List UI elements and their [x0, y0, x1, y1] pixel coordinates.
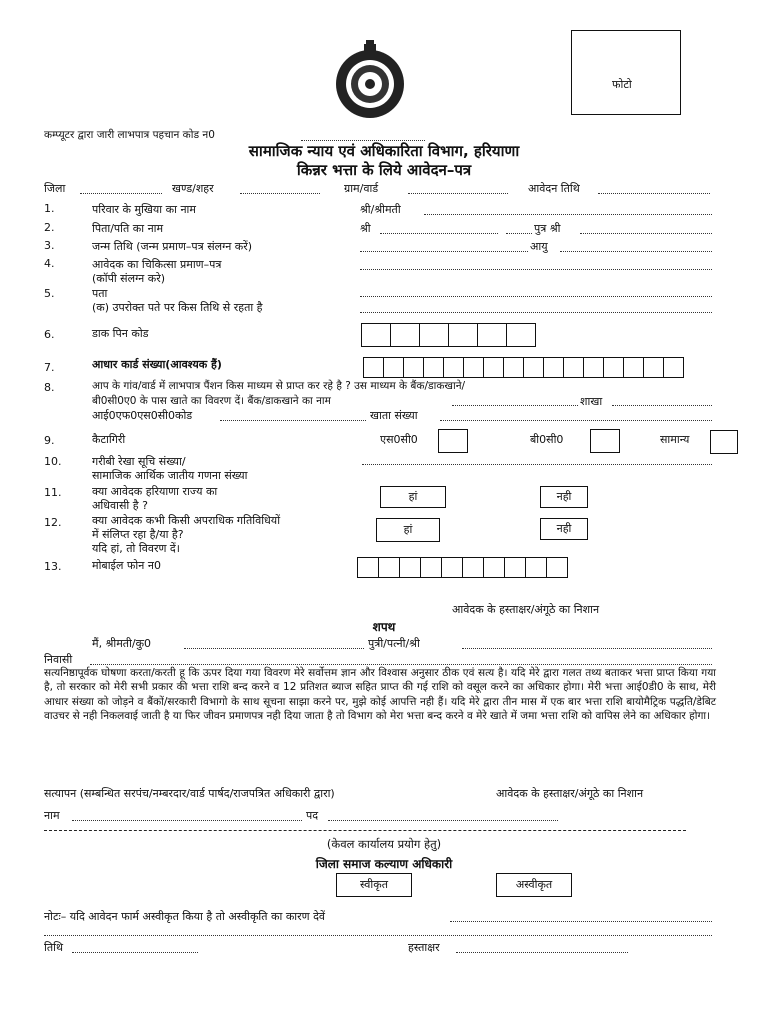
field-2-son-line[interactable]: [580, 233, 712, 234]
category-sc-label: एस0सी0: [380, 433, 418, 446]
field-1-prefix: श्री/श्रीमती: [360, 203, 401, 216]
category-bc-checkbox[interactable]: [590, 429, 620, 453]
field-6-label: डाक पिन कोड: [92, 327, 149, 340]
field-5-sub: (क) उपरोक्त पते पर किस तिथि से रहता है: [92, 301, 263, 314]
field-2-number: 2.: [44, 221, 55, 234]
attestation-post-line[interactable]: [328, 820, 558, 821]
district-line[interactable]: [80, 193, 162, 194]
note-line[interactable]: [450, 921, 712, 922]
field-10-number: 10.: [44, 455, 62, 468]
field-10-label: गरीबी रेखा सूचि संख्या/: [92, 455, 186, 468]
field-4-sub: (कॉपी संलग्न करे): [92, 272, 166, 285]
field-2-line-b[interactable]: [506, 233, 532, 234]
field-5-number: 5.: [44, 287, 55, 300]
office-use-label: (केवल कार्यालय प्रयोग हेतु): [326, 837, 442, 851]
district-label: जिला: [44, 182, 66, 195]
field-11-number: 11.: [44, 486, 62, 499]
bpl-line[interactable]: [362, 464, 712, 465]
category-sc-checkbox[interactable]: [438, 429, 468, 453]
field-10-sub: सामाजिक आर्थिक जातीय गणना संख्या: [92, 469, 248, 482]
approved-label: स्वीकृत: [360, 878, 388, 891]
field-2-line[interactable]: [380, 233, 498, 234]
village-line[interactable]: [408, 193, 508, 194]
field-2-prefix: श्री: [360, 222, 371, 235]
field-8-number: 8.: [44, 381, 55, 394]
ifsc-line[interactable]: [220, 420, 366, 421]
application-date-line[interactable]: [598, 193, 710, 194]
criminal-yes-label: हां: [403, 523, 413, 536]
field-13-number: 13.: [44, 560, 62, 573]
domicile-no-label: नही: [556, 490, 572, 503]
category-bc-label: बी0सी0: [530, 433, 564, 446]
field-8-line1: आप के गांव/वार्ड में लाभपात्र पैंशन किस माध्यम से प्राप्त कर रहे है ? उस माध्यम के बैंक/डाकखाने/: [92, 380, 466, 392]
field-4-label: आवेदक का चिकित्सा प्रमाण–पत्र: [92, 258, 222, 271]
field-1-label: परिवार के मुखिया का नाम: [92, 203, 196, 216]
field-1-line[interactable]: [424, 214, 712, 215]
field-8-account: खाता संख्या: [370, 409, 418, 422]
criminal-yes-box[interactable]: [376, 518, 440, 542]
date-label: तिथि: [44, 941, 63, 954]
field-12-sub2: यदि हां, तो विवरण दें।: [92, 542, 180, 555]
field-9-label: कैटागिरी: [92, 433, 126, 446]
applicant-signature-label: आवेदक के हस्ताक्षर/अंगूठे का निशान: [452, 603, 600, 616]
branch-line[interactable]: [612, 405, 712, 406]
oath-resident-label: निवासी: [44, 653, 73, 666]
approved-box[interactable]: [336, 873, 412, 897]
field-11-sub: अधिवासी है ?: [92, 499, 148, 512]
field-7-number: 7.: [44, 361, 55, 374]
field-5-label: पता: [92, 287, 108, 300]
district-officer-title: जिला समाज कल्याण अधिकारी: [315, 857, 453, 871]
field-12-sub: में संलिप्त रहा है/या है?: [92, 528, 184, 541]
field-3-line[interactable]: [360, 251, 528, 252]
attestation-post-label: पद: [306, 809, 319, 822]
computer-code-label: कम्प्यूटर द्वारा जारी लाभपात्र पहचान कोड न0: [44, 129, 215, 141]
oath-resident-line[interactable]: [90, 664, 712, 665]
block-line[interactable]: [240, 193, 320, 194]
domicile-yes-label: हां: [408, 490, 418, 503]
block-label: खण्ड/शहर: [172, 182, 214, 195]
attestation-name-line[interactable]: [72, 820, 302, 821]
office-signature-line[interactable]: [456, 952, 628, 953]
field-8-line2: बी0सी0ए0 के पास खाते का विवरण दें। बैंक/डाकखाने का नाम: [92, 395, 331, 407]
field-2-son-of: पुत्र श्री: [534, 222, 561, 235]
oath-relation-label: पुत्री/पत्नी/श्री: [368, 637, 420, 650]
field-2-label: पिता/पति का नाम: [92, 222, 164, 235]
field-3-number: 3.: [44, 239, 55, 252]
field-12-label: क्या आवेदक कभी किसी अपराधिक गतिविधियों: [92, 514, 281, 527]
field-4-line[interactable]: [360, 269, 712, 270]
criminal-no-box[interactable]: [540, 518, 588, 540]
rejected-box[interactable]: [496, 873, 572, 897]
field-5-sub-line[interactable]: [360, 312, 712, 313]
field-5-line[interactable]: [360, 296, 712, 297]
field-12-number: 12.: [44, 516, 62, 529]
field-8-ifsc: आई0एफ0एस0सी0कोड: [92, 409, 193, 422]
department-title: सामाजिक न्याय एवं अधिकारिता विभाग, हरियाणा: [248, 142, 520, 160]
field-1-number: 1.: [44, 202, 55, 215]
field-11-label: क्या आवेदक हरियाणा राज्य का: [92, 485, 218, 498]
application-date-label: आवेदन तिथि: [528, 182, 580, 195]
oath-name-label: मैं, श्रीमती/कु0: [92, 637, 152, 650]
field-8-branch: शाखा: [580, 395, 603, 408]
account-line[interactable]: [440, 420, 712, 421]
field-9-number: 9.: [44, 434, 55, 447]
field-3-age-label: आयु: [530, 240, 548, 253]
field-3-label: जन्म तिथि (जन्म प्रमाण–पत्र संलग्न करें): [92, 240, 253, 253]
rejected-label: अस्वीकृत: [515, 878, 553, 891]
field-13-label: मोबाईल फोन न0: [92, 559, 161, 572]
domicile-no-box[interactable]: [540, 486, 588, 508]
bank-name-line[interactable]: [452, 405, 578, 406]
photo-box[interactable]: [571, 30, 681, 115]
attestation-name-label: नाम: [44, 809, 60, 822]
attestation-label: सत्यापन (सम्बन्धित सरपंच/नम्बरदार/वार्ड पार्षद/राजपत्रित अधिकारी द्वारा): [44, 787, 335, 800]
field-7-label: आधार कार्ड संख्या(आवश्यक हैं): [92, 358, 222, 371]
photo-label: फोटो: [612, 78, 632, 91]
oath-relation-line[interactable]: [462, 648, 712, 649]
note-line-2[interactable]: [44, 935, 712, 936]
aadhaar-cells[interactable]: [364, 357, 684, 378]
attestation-signature-label: आवेदक के हस्ताक्षर/अंगूठे का निशान: [496, 787, 644, 800]
note-label: नोटः– यदि आवेदन फार्म अस्वीकृत किया है तो अस्वीकृति का कारण देवें: [44, 910, 326, 923]
criminal-no-label: नही: [556, 522, 572, 535]
domicile-yes-box[interactable]: [380, 486, 446, 508]
oath-title: शपथ: [372, 620, 396, 634]
separator-line: [44, 830, 686, 831]
village-label: ग्राम/वार्ड: [344, 182, 379, 195]
date-line[interactable]: [72, 952, 198, 953]
field-3-age-line[interactable]: [560, 251, 712, 252]
office-signature-label: हस्ताक्षर: [408, 941, 440, 954]
field-4-number: 4.: [44, 257, 55, 270]
category-general-label: सामान्य: [660, 433, 690, 446]
field-6-number: 6.: [44, 328, 55, 341]
oath-name-line[interactable]: [184, 648, 364, 649]
oath-paragraph: सत्यनिष्ठापूर्वक घोषणा करता/करती हू कि ऊपर दिया गया विवरण मेरे सर्वोत्तम ज्ञान और विश्वास अनुसार ठीक एवं सत्य है। यदि मेरे द्वारा गलत तथ्य बताकर भत्ता प्राप्त किया गया है, तो सरकार को मेरी सभी प्रकार की भत्ता राशि बन्द करने व 12 प्रतिशत ब्याज सहित प्राप्त की गई राशि को वसूल करने का अधिकार होगा। मेरी भत्ता आई0डी0 के साथ, मेरी आधार संख्या को जोड़ने व बैंकों/सरकारी विभागो के साथ सूचना साझा करने पर, मुझे कोई आपत्ति नही हैं। यदि मेरे द्वारा तीन मास में एक बार भत्ता राशि बायोमैट्रिक पद्धति/डेबिट वाउचर से नही निकलवाई जाती है या फिर जीवन प्रमाणपत्र नही दिया जाता है तो विभाग को मेरा भत्ता बन्द करने व मेरे खाते में जमा भत्ता राशि को वापिस लेने का अधिकार होगा।: [44, 667, 716, 722]
form-title: किन्नर भत्ता के लिये आवेदन–पत्र: [296, 161, 472, 179]
pincode-cells[interactable]: [362, 323, 536, 347]
haryana-emblem: [330, 40, 410, 120]
category-general-checkbox[interactable]: [710, 430, 738, 454]
mobile-cells[interactable]: [358, 557, 568, 578]
